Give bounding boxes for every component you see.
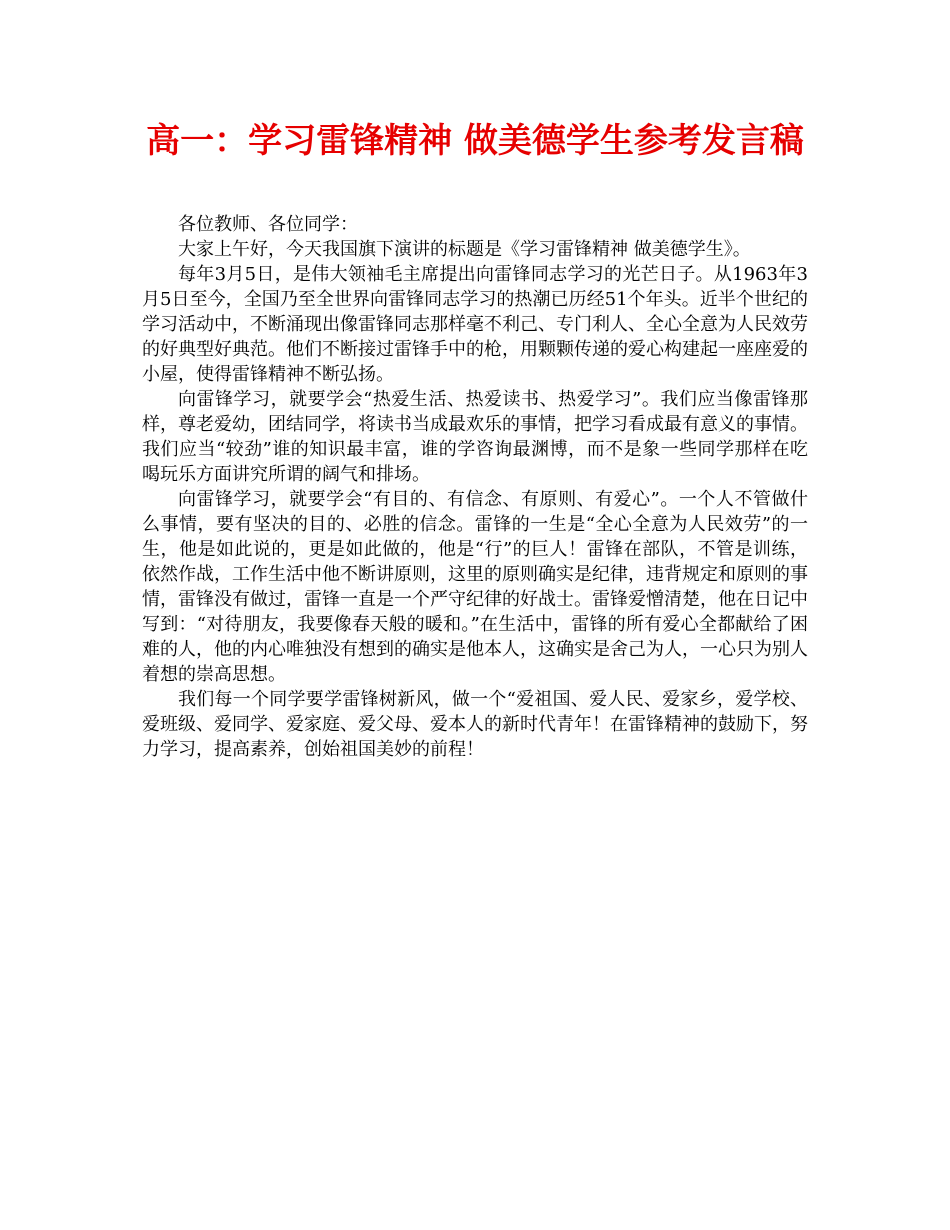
document-body xyxy=(142,212,808,762)
paragraph-principles: 向雷锋学习，就要学会“有目的、有信念、有原则、有爱心”。一个人不管做什么事情，要有坚决的目的、必胜的信念。雷锋的一生是“全心全意为人民效劳”的一生，他是如此说的，更是如此做的，他是“行”的巨人！雷锋在部队，不管是训练，依然作战，工作生活中他不断讲原则，这里的原则确实是纪律，违背规定和原则的事情，雷锋没有做过，雷锋一直是一个严守纪律的好战士。雷锋爱憎清楚，他在日记中写到：“对待朋友，我要像春天般的暖和。”在生活中，雷锋的所有爱心全都献给了困难的人，他的内心唯独没有想到的确实是他本人，这确实是舍己为人，一心只为别人着想的崇高思想。 xyxy=(142,489,808,685)
paragraph-history: 每年3月5日，是伟大领袖毛主席提出向雷锋同志学习的光芒日子。从1963年3月5日至今，全国乃至全世界向雷锋同志学习的热潮已历经51个年头。近半个世纪的学习活动中，不断涌现出像雷锋同志那样毫不利己、专门利人、全心全意为人民效劳的好典型好典范。他们不断接过雷锋手中的枪，用颗颗传递的爱心构建起一座座爱的小屋，使得雷锋精神不断弘扬。 xyxy=(142,264,808,385)
paragraph-closing: 我们每一个同学要学雷锋树新风，做一个“爱祖国、爱人民、爱家乡，爱学校、爱班级、爱同学、爱家庭、爱父母、爱本人的新时代青年！在雷锋精神的鼓励下，努力学习，提高素养，创始祖国美妙的前程！ xyxy=(142,689,808,760)
document-title: 高一：学习雷锋精神 做美德学生参考发言稿 xyxy=(146,121,804,161)
salutation: 各位教师、各位同学： xyxy=(178,214,358,235)
paragraph-love-learning: 向雷锋学习，就要学会“热爱生活、热爱读书、热爱学习”。我们应当像雷锋那样，尊老爱幼，团结同学，将读书当成最欢乐的事情，把学习看成最有意义的事情。我们应当“较劲”谁的知识最丰富，谁的学咨询最渊博，而不是象一些同学那样在吃喝玩乐方面讲究所谓的阔气和排场。 xyxy=(142,389,808,485)
paragraph-greeting: 大家上午好，今天我国旗下演讲的标题是《学习雷锋精神 做美德学生》。 xyxy=(178,239,751,260)
